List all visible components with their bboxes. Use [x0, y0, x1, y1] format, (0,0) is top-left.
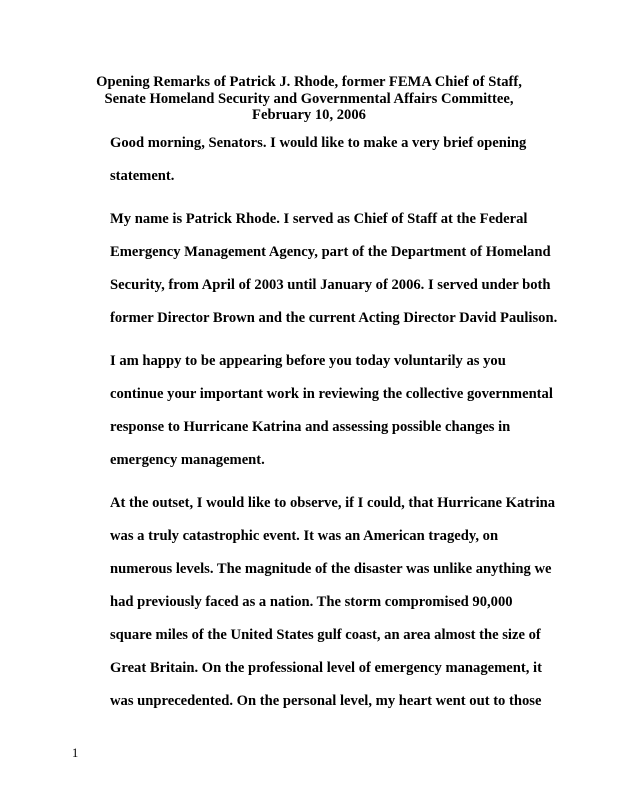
body-line: square miles of the United States gulf coast, an area almost the size of [110, 627, 541, 643]
title-date: February 10, 2006 [252, 107, 366, 123]
body-line: My name is Patrick Rhode. I served as Chief of Staff at the Federal [110, 211, 528, 227]
document-title [0, 74, 618, 124]
body-line: numerous levels. The magnitude of the disaster was unlike anything we [110, 561, 552, 577]
title-line: Senate Homeland Security and Governmental Affairs Committee, [104, 90, 514, 107]
body-line: emergency management. [110, 452, 265, 468]
body-line: Good morning, Senators. I would like to make a very brief opening [110, 135, 527, 151]
body-line: former Director Brown and the current Acting Director David Paulison. [110, 310, 558, 326]
title-line: Opening Remarks of Patrick J. Rhode, former FEMA Chief of Staff, [96, 74, 522, 90]
body-line: Great Britain. On the professional level of emergency management, it [110, 660, 542, 676]
body-line: At the outset, I would like to observe, if I could, that Hurricane Katrina [110, 495, 556, 511]
body-line: statement. [110, 168, 175, 184]
body-line: had previously faced as a nation. The storm compromised 90,000 [110, 594, 513, 610]
page-number: 1 [72, 746, 79, 760]
body-line: Emergency Management Agency, part of the Department of Homeland [110, 244, 551, 260]
body-line: Security, from April of 2003 until January of 2006. I served under both [110, 277, 551, 293]
body-line: response to Hurricane Katrina and assessing possible changes in [110, 419, 511, 435]
body-line: was a truly catastrophic event. It was an American tragedy, on [110, 528, 499, 544]
body-line: I am happy to be appearing before you today voluntarily as you [110, 353, 506, 369]
body-line: continue your important work in reviewing the collective governmental [110, 386, 553, 402]
body-line: was unprecedented. On the personal level, my heart went out to those [110, 693, 542, 709]
